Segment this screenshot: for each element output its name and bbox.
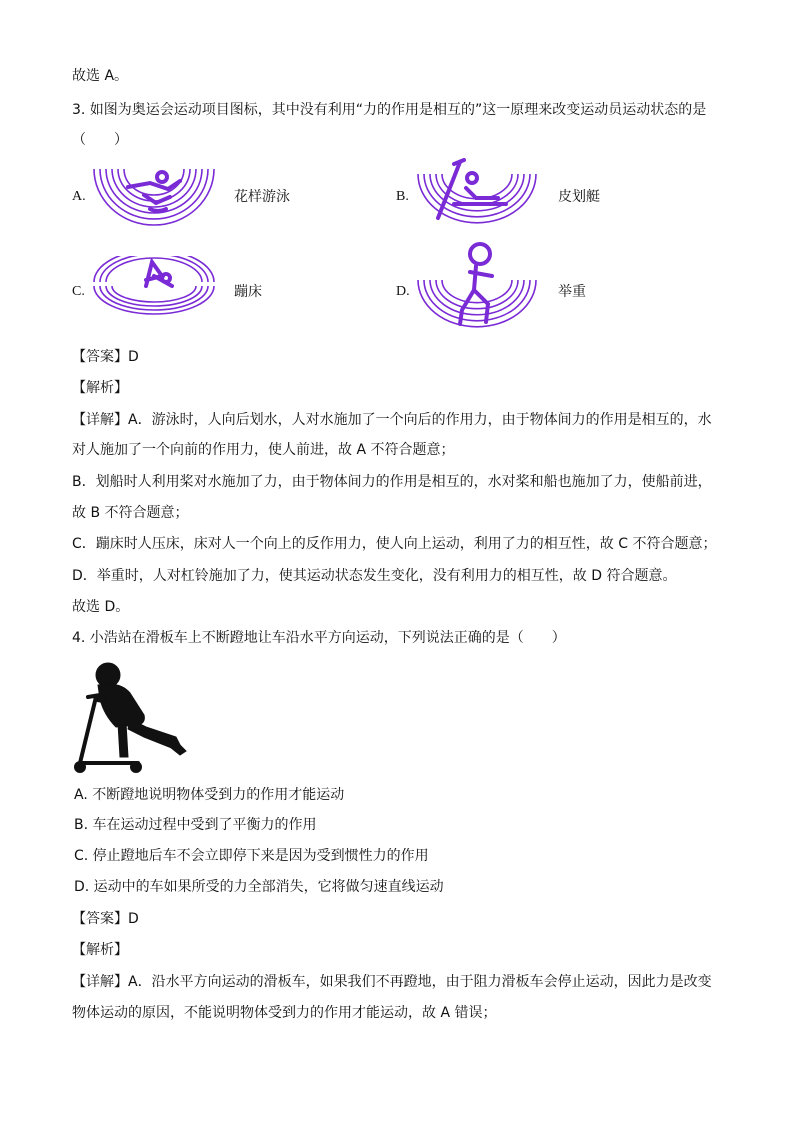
q4-analysis-line: 【详解】A．沿水平方向运动的滑板车，如果我们不再蹬地，由于阻力滑板车会停止运动，因此力是改变 (72, 974, 712, 990)
q4-analysis-title: 【解析】 (72, 942, 128, 958)
q3-option-c-letter: C. (72, 284, 85, 299)
trampoline-icon (92, 256, 216, 316)
q4-answer: 【答案】D (72, 911, 139, 927)
q4-analysis-line: 物体运动的原因，不能说明物体受到力的作用才能运动，故 A 错误； (72, 1005, 497, 1021)
q3-option-d-name: 举重 (558, 284, 586, 300)
q3-analysis-line: C．蹦床时人压床，床对人一个向上的反作用力，使人向上运动，利用了力的相互性，故 C 不符合题意； (72, 536, 717, 552)
prev-conclusion: 故选 A。 (72, 68, 129, 84)
weightlifting-icon (414, 240, 540, 332)
q4-stem: 4. 小浩站在滑板车上不断蹬地让车沿水平方向运动，下列说法正确的是（ ） (72, 630, 566, 646)
q4-option-a: A. 不断蹬地说明物体受到力的作用才能运动 (74, 787, 345, 803)
q3-option-c-name: 蹦床 (234, 284, 262, 300)
q3-conclusion: 故选 D。 (72, 599, 130, 615)
q3-option-b-letter: B. (396, 189, 409, 204)
q3-answer: 【答案】D (72, 349, 139, 365)
q3-analysis-line: 对人施加了一个向前的作用力，使人前进，故 A 不符合题意； (72, 442, 455, 458)
q4-option-c: C. 停止蹬地后车不会立即停下来是因为受到惯性力的作用 (74, 848, 429, 864)
q3-analysis-title: 【解析】 (72, 380, 128, 396)
q3-option-a-letter: A. (72, 189, 86, 204)
synchronized-swimming-icon (92, 165, 216, 227)
q3-analysis-line: 【详解】A．游泳时，人向后划水，人对水施加了一个向后的作用力，由于物体间力的作用是相互的，水 (72, 412, 712, 428)
q4-option-d: D. 运动中的车如果所受的力全部消失，它将做匀速直线运动 (74, 879, 444, 895)
scooter-rider-silhouette-icon (70, 655, 190, 777)
q3-analysis-line: 故 B 不符合题意； (72, 505, 189, 521)
q3-stem-line2: （ ） (72, 132, 128, 148)
canoe-icon (414, 158, 540, 224)
q3-option-a-name: 花样游泳 (234, 189, 290, 205)
q3-analysis-line: B．划船时人利用桨对水施加了力，由于物体间力的作用是相互的，水对桨和船也施加了力，使船前进， (72, 474, 712, 490)
q3-option-b-name: 皮划艇 (558, 189, 600, 205)
q4-option-b: B. 车在运动过程中受到了平衡力的作用 (74, 817, 317, 833)
q3-stem-line1: 3. 如图为奥运会运动项目图标，其中没有利用“力的作用是相互的”这一原理来改变运动员运动状态的是 (72, 102, 707, 118)
q3-analysis-line: D．举重时，人对杠铃施加了力，使其运动状态发生变化，没有利用力的相互性，故 D 符合题意。 (72, 568, 677, 584)
q3-option-d-letter: D. (396, 284, 410, 299)
